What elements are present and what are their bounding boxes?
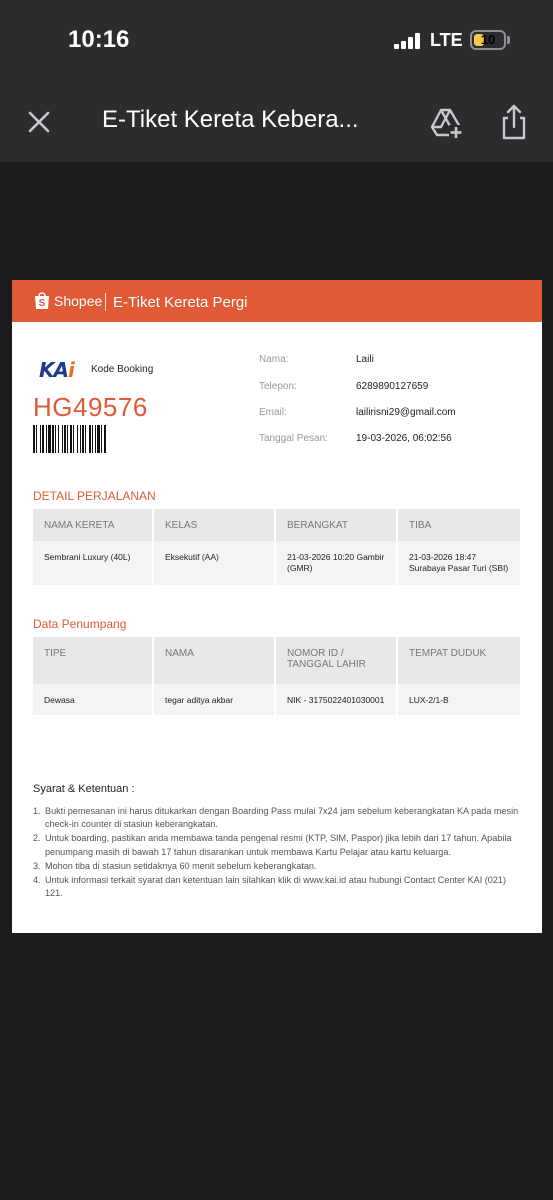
table-cell: NIK - 3175022401030001 (276, 684, 398, 715)
table-header-cell: NOMOR ID / TANGGAL LAHIR (276, 637, 398, 684)
svg-text:S: S (38, 298, 46, 309)
list-item: 1. Bukti pemesanan ini harus ditukarkan dengan Boarding Pass mulai 7x24 jam sebelum keberangkatan KA pada mesin check-in counter di stasiun keberangkatan. (33, 806, 519, 830)
info-label-telepon: Telepon: (259, 381, 297, 392)
table-cell: Eksekutif (AA) (154, 541, 276, 585)
header-divider (105, 293, 106, 311)
battery-level: 10 (480, 32, 496, 47)
shopee-bag-icon (34, 290, 50, 310)
terms-title: Syarat & Ketentuan : (33, 783, 135, 795)
ticket-header (12, 280, 542, 322)
detail-perjalanan-table (33, 509, 520, 585)
table-cell: Dewasa (33, 684, 154, 715)
table-cell: 21-03-2026 18:47 Surabaya Pasar Turi (SBI) (398, 541, 520, 585)
table-header-cell: TIBA (398, 509, 520, 541)
table-header-row (33, 509, 520, 541)
list-item: 4. Untuk informasi terkait syarat dan ketentuan lain silahkan klik di www.kai.id atau hubungi Contact Center KAI (021) 121. (33, 874, 506, 899)
share-icon (496, 102, 532, 142)
table-header-cell: BERANGKAT (276, 509, 398, 541)
table-cell: LUX-2/1-B (398, 684, 520, 715)
info-value-tanggal-pesan: 19-03-2026, 06:02:56 (356, 433, 452, 444)
list-item: 3. Mohon tiba di stasiun setidaknya 60 menit sebelum keberangkatan. (33, 860, 317, 871)
status-time: 10:16 (68, 26, 130, 53)
detail-perjalanan-title: DETAIL PERJALANAN (33, 489, 156, 503)
ticket-title: E-Tiket Kereta Pergi (113, 294, 248, 311)
info-label-tanggal-pesan: Tanggal Pesan: (259, 433, 328, 444)
add-to-drive-icon (428, 104, 464, 140)
signal-icon (394, 33, 422, 49)
table-header-cell: KELAS (154, 509, 276, 541)
data-penumpang-title: Data Penumpang (33, 617, 127, 631)
kode-booking-label: Kode Booking (91, 364, 154, 375)
table-cell: Sembrani Luxury (40L) (33, 541, 154, 585)
term-text: Mohon tiba di stasiun setidaknya 60 menit sebelum keberangkatan. (45, 860, 317, 871)
table-header-cell: TEMPAT DUDUK (398, 637, 520, 684)
info-value-email: lailirisni29@gmail.com (356, 407, 456, 418)
info-label-nama: Nama: (259, 354, 289, 365)
table-cell: 21-03-2026 10:20 Gambir (GMR) (276, 541, 398, 585)
battery-icon (470, 30, 506, 50)
table-row (33, 541, 520, 585)
close-icon (22, 105, 56, 139)
table-row (33, 684, 520, 715)
ticket-document (12, 280, 542, 933)
table-header-cell: NAMA (154, 637, 276, 684)
battery-cap (507, 36, 510, 44)
kai-logo: KAi (39, 358, 74, 382)
table-header-cell: NAMA KERETA (33, 509, 154, 541)
table-header-cell: TIPE (33, 637, 154, 684)
app-bar (0, 80, 553, 162)
status-bar (0, 0, 553, 80)
close-button[interactable] (22, 105, 56, 139)
barcode-icon (33, 425, 157, 453)
info-label-email: Email: (259, 407, 287, 418)
add-to-drive-button[interactable] (428, 104, 464, 140)
booking-code: HG49576 (33, 392, 148, 422)
data-penumpang-table (33, 637, 520, 715)
table-cell: tegar aditya akbar (154, 684, 276, 715)
info-value-telepon: 6289890127659 (356, 381, 429, 392)
shopee-brand: Shopee (54, 293, 103, 309)
table-header-row (33, 637, 520, 684)
document-title: E-Tiket Kereta Kebera... (102, 106, 359, 133)
terms-list (33, 805, 525, 901)
network-type: LTE (430, 30, 463, 50)
term-text: Untuk boarding, pastikan anda membawa tanda pengenal resmi (KTP, SIM, Paspor) jika lebih dari 17 tahun. Apabila penumpang masih di bawah 17 tahun disarankan untuk membawa Kartu Pelajar atau kartu keluarga. (45, 833, 512, 857)
term-text: Bukti pemesanan ini harus ditukarkan dengan Boarding Pass mulai 7x24 jam sebelum keberangkatan KA pada mesin check-in counter di stasiun keberangkatan. (45, 806, 519, 830)
term-text: Untuk informasi terkait syarat dan ketentuan lain silahkan klik di www.kai.id atau hubungi Contact Center KAI (021) 121. (45, 874, 506, 899)
list-item: 2. Untuk boarding, pastikan anda membawa tanda pengenal resmi (KTP, SIM, Paspor) jika lebih dari 17 tahun. Apabila penumpang masih di bawah 17 tahun disarankan untuk membawa Kartu Pelajar atau kartu keluarga. (33, 833, 512, 857)
info-value-nama: Laili (356, 354, 374, 365)
share-button[interactable] (496, 102, 532, 142)
